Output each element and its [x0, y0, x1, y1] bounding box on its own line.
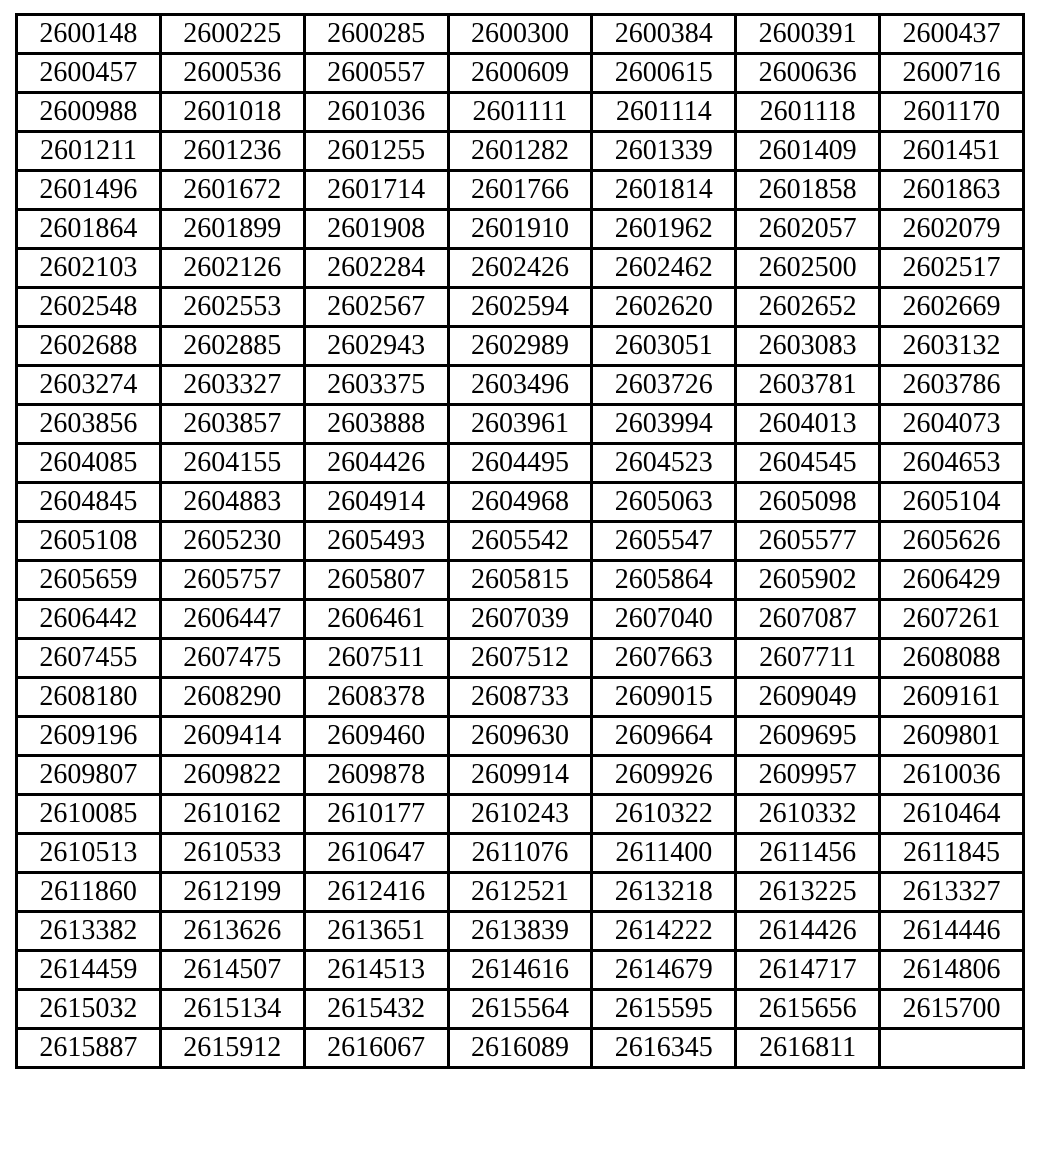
table-cell: 2600457	[17, 54, 161, 93]
table-cell: 2604883	[160, 483, 304, 522]
table-cell: 2608733	[448, 678, 592, 717]
table-cell: 2605577	[736, 522, 880, 561]
table-cell: 2605493	[304, 522, 448, 561]
table-cell: 2603051	[592, 327, 736, 366]
table-cell: 2602688	[17, 327, 161, 366]
table-row	[17, 132, 1024, 171]
table-cell: 2609460	[304, 717, 448, 756]
table-cell: 2608180	[17, 678, 161, 717]
table-cell: 2603083	[736, 327, 880, 366]
table-cell: 2605098	[736, 483, 880, 522]
table-cell: 2603132	[880, 327, 1024, 366]
table-cell: 2602669	[880, 288, 1024, 327]
table-cell: 2600615	[592, 54, 736, 93]
table-cell: 2601451	[880, 132, 1024, 171]
table-cell: 2615432	[304, 990, 448, 1029]
table-cell: 2602943	[304, 327, 448, 366]
table-cell: 2610513	[17, 834, 161, 873]
table-cell: 2601036	[304, 93, 448, 132]
table-cell: 2602553	[160, 288, 304, 327]
table-cell: 2610464	[880, 795, 1024, 834]
table-cell: 2609695	[736, 717, 880, 756]
table-cell: 2600716	[880, 54, 1024, 93]
table-cell: 2613225	[736, 873, 880, 912]
table-row	[17, 639, 1024, 678]
table-cell: 2609914	[448, 756, 592, 795]
table-cell: 2607087	[736, 600, 880, 639]
table-cell: 2610085	[17, 795, 161, 834]
table-cell: 2604426	[304, 444, 448, 483]
table-cell: 2601282	[448, 132, 592, 171]
table-cell: 2609049	[736, 678, 880, 717]
table-cell: 2608290	[160, 678, 304, 717]
table-cell: 2601858	[736, 171, 880, 210]
table-cell: 2604155	[160, 444, 304, 483]
table-row	[17, 15, 1024, 54]
table-row	[17, 1029, 1024, 1068]
table-cell: 2605807	[304, 561, 448, 600]
table-cell: 2606429	[880, 561, 1024, 600]
table-cell: 2614507	[160, 951, 304, 990]
table-cell: 2616345	[592, 1029, 736, 1068]
table-cell: 2601863	[880, 171, 1024, 210]
table-cell: 2602548	[17, 288, 161, 327]
table-cell: 2605815	[448, 561, 592, 600]
table-cell: 2602462	[592, 249, 736, 288]
table-cell: 2614679	[592, 951, 736, 990]
table-cell: 2603781	[736, 366, 880, 405]
table-cell: 2615134	[160, 990, 304, 1029]
table-cell: 2602057	[736, 210, 880, 249]
table-cell: 2613218	[592, 873, 736, 912]
table-row	[17, 678, 1024, 717]
table-cell: 2600285	[304, 15, 448, 54]
table-cell: 2613839	[448, 912, 592, 951]
table-cell: 2610332	[736, 795, 880, 834]
table-cell: 2604073	[880, 405, 1024, 444]
table-cell: 2614459	[17, 951, 161, 990]
table-cell: 2611400	[592, 834, 736, 873]
id-number-table	[15, 13, 1025, 1069]
table-cell: 2609015	[592, 678, 736, 717]
table-cell: 2602652	[736, 288, 880, 327]
table-cell: 2606461	[304, 600, 448, 639]
table-cell: 2615656	[736, 990, 880, 1029]
table-cell: 2603274	[17, 366, 161, 405]
table-cell: 2601114	[592, 93, 736, 132]
table-cell: 2616811	[736, 1029, 880, 1068]
table-cell: 2615700	[880, 990, 1024, 1029]
table-cell: 2600225	[160, 15, 304, 54]
table-cell: 2610162	[160, 795, 304, 834]
table-cell: 2605542	[448, 522, 592, 561]
table-row	[17, 327, 1024, 366]
table-cell: 2601899	[160, 210, 304, 249]
table-cell: 2601170	[880, 93, 1024, 132]
table-cell: 2602885	[160, 327, 304, 366]
table-cell: 2607711	[736, 639, 880, 678]
table-cell: 2613327	[880, 873, 1024, 912]
table-cell: 2602620	[592, 288, 736, 327]
table-cell: 2600609	[448, 54, 592, 93]
table-row	[17, 288, 1024, 327]
table-row	[17, 54, 1024, 93]
table-cell: 2604653	[880, 444, 1024, 483]
table-cell: 2606447	[160, 600, 304, 639]
table-cell: 2602103	[17, 249, 161, 288]
table-cell: 2600391	[736, 15, 880, 54]
table-cell: 2601255	[304, 132, 448, 171]
table-cell: 2606442	[17, 600, 161, 639]
table-cell: 2604495	[448, 444, 592, 483]
table-cell: 2603856	[17, 405, 161, 444]
table-cell: 2610243	[448, 795, 592, 834]
table-cell: 2601236	[160, 132, 304, 171]
table-cell: 2605063	[592, 483, 736, 522]
table-cell: 2602284	[304, 249, 448, 288]
empty-table-cell	[880, 1029, 1024, 1068]
table-cell: 2604085	[17, 444, 161, 483]
table-row	[17, 366, 1024, 405]
table-cell: 2603961	[448, 405, 592, 444]
table-cell: 2613626	[160, 912, 304, 951]
table-cell: 2609630	[448, 717, 592, 756]
table-cell: 2614616	[448, 951, 592, 990]
table-cell: 2612521	[448, 873, 592, 912]
table-row	[17, 405, 1024, 444]
table-cell: 2605104	[880, 483, 1024, 522]
table-cell: 2607475	[160, 639, 304, 678]
table-cell: 2608088	[880, 639, 1024, 678]
table-row	[17, 912, 1024, 951]
table-cell: 2614446	[880, 912, 1024, 951]
table-cell: 2602517	[880, 249, 1024, 288]
table-cell: 2600300	[448, 15, 592, 54]
table-cell: 2601864	[17, 210, 161, 249]
table-cell: 2607455	[17, 639, 161, 678]
table-cell: 2602079	[880, 210, 1024, 249]
table-body	[17, 15, 1024, 1068]
table-cell: 2614806	[880, 951, 1024, 990]
table-cell: 2601339	[592, 132, 736, 171]
table-cell: 2607663	[592, 639, 736, 678]
table-cell: 2609161	[880, 678, 1024, 717]
table-cell: 2614426	[736, 912, 880, 951]
table-cell: 2604545	[736, 444, 880, 483]
table-cell: 2605659	[17, 561, 161, 600]
table-cell: 2604013	[736, 405, 880, 444]
table-cell: 2610177	[304, 795, 448, 834]
table-cell: 2607039	[448, 600, 592, 639]
table-cell: 2601018	[160, 93, 304, 132]
table-cell: 2603327	[160, 366, 304, 405]
table-cell: 2609822	[160, 756, 304, 795]
table-row	[17, 171, 1024, 210]
table-cell: 2614513	[304, 951, 448, 990]
table-cell: 2607511	[304, 639, 448, 678]
table-cell: 2600384	[592, 15, 736, 54]
table-row	[17, 93, 1024, 132]
table-cell: 2609414	[160, 717, 304, 756]
table-cell: 2610647	[304, 834, 448, 873]
table-cell: 2603786	[880, 366, 1024, 405]
table-cell: 2601908	[304, 210, 448, 249]
table-cell: 2611456	[736, 834, 880, 873]
id-number-table-container	[15, 13, 1025, 1069]
table-row	[17, 717, 1024, 756]
table-row	[17, 483, 1024, 522]
table-cell: 2600988	[17, 93, 161, 132]
table-cell: 2612416	[304, 873, 448, 912]
table-cell: 2601766	[448, 171, 592, 210]
table-cell: 2600148	[17, 15, 161, 54]
table-row	[17, 756, 1024, 795]
table-row	[17, 795, 1024, 834]
table-cell: 2604523	[592, 444, 736, 483]
table-cell: 2609801	[880, 717, 1024, 756]
table-cell: 2613382	[17, 912, 161, 951]
table-cell: 2615564	[448, 990, 592, 1029]
table-cell: 2601496	[17, 171, 161, 210]
table-cell: 2610322	[592, 795, 736, 834]
table-cell: 2604914	[304, 483, 448, 522]
table-cell: 2609664	[592, 717, 736, 756]
table-cell: 2602426	[448, 249, 592, 288]
table-cell: 2605230	[160, 522, 304, 561]
table-cell: 2607040	[592, 600, 736, 639]
table-cell: 2601814	[592, 171, 736, 210]
table-row	[17, 561, 1024, 600]
table-row	[17, 834, 1024, 873]
table-cell: 2604845	[17, 483, 161, 522]
table-cell: 2605108	[17, 522, 161, 561]
table-cell: 2611845	[880, 834, 1024, 873]
table-row	[17, 873, 1024, 912]
table-cell: 2601118	[736, 93, 880, 132]
table-row	[17, 210, 1024, 249]
table-cell: 2614717	[736, 951, 880, 990]
table-cell: 2616089	[448, 1029, 592, 1068]
table-cell: 2603994	[592, 405, 736, 444]
table-cell: 2610036	[880, 756, 1024, 795]
table-cell: 2607512	[448, 639, 592, 678]
table-cell: 2605864	[592, 561, 736, 600]
table-cell: 2613651	[304, 912, 448, 951]
table-cell: 2615887	[17, 1029, 161, 1068]
table-cell: 2600557	[304, 54, 448, 93]
table-cell: 2612199	[160, 873, 304, 912]
table-cell: 2614222	[592, 912, 736, 951]
table-cell: 2602567	[304, 288, 448, 327]
table-cell: 2600636	[736, 54, 880, 93]
table-cell: 2611860	[17, 873, 161, 912]
table-cell: 2610533	[160, 834, 304, 873]
table-cell: 2605547	[592, 522, 736, 561]
table-cell: 2605757	[160, 561, 304, 600]
table-cell: 2609196	[17, 717, 161, 756]
table-cell: 2603375	[304, 366, 448, 405]
table-row	[17, 951, 1024, 990]
table-cell: 2600437	[880, 15, 1024, 54]
table-row	[17, 600, 1024, 639]
table-cell: 2601672	[160, 171, 304, 210]
table-cell: 2601211	[17, 132, 161, 171]
table-cell: 2600536	[160, 54, 304, 93]
table-cell: 2601910	[448, 210, 592, 249]
table-cell: 2615912	[160, 1029, 304, 1068]
table-cell: 2604968	[448, 483, 592, 522]
table-cell: 2603496	[448, 366, 592, 405]
table-cell: 2602594	[448, 288, 592, 327]
table-cell: 2603726	[592, 366, 736, 405]
table-cell: 2603857	[160, 405, 304, 444]
table-cell: 2601409	[736, 132, 880, 171]
table-cell: 2605902	[736, 561, 880, 600]
table-cell: 2611076	[448, 834, 592, 873]
table-cell: 2609807	[17, 756, 161, 795]
table-row	[17, 249, 1024, 288]
table-cell: 2601962	[592, 210, 736, 249]
table-row	[17, 990, 1024, 1029]
table-cell: 2602500	[736, 249, 880, 288]
table-cell: 2602126	[160, 249, 304, 288]
table-cell: 2616067	[304, 1029, 448, 1068]
table-cell: 2609926	[592, 756, 736, 795]
table-row	[17, 444, 1024, 483]
table-cell: 2615032	[17, 990, 161, 1029]
table-cell: 2602989	[448, 327, 592, 366]
table-cell: 2608378	[304, 678, 448, 717]
table-cell: 2601111	[448, 93, 592, 132]
table-cell: 2609878	[304, 756, 448, 795]
table-cell: 2601714	[304, 171, 448, 210]
table-cell: 2609957	[736, 756, 880, 795]
table-cell: 2607261	[880, 600, 1024, 639]
table-cell: 2603888	[304, 405, 448, 444]
table-cell: 2605626	[880, 522, 1024, 561]
table-row	[17, 522, 1024, 561]
table-cell: 2615595	[592, 990, 736, 1029]
